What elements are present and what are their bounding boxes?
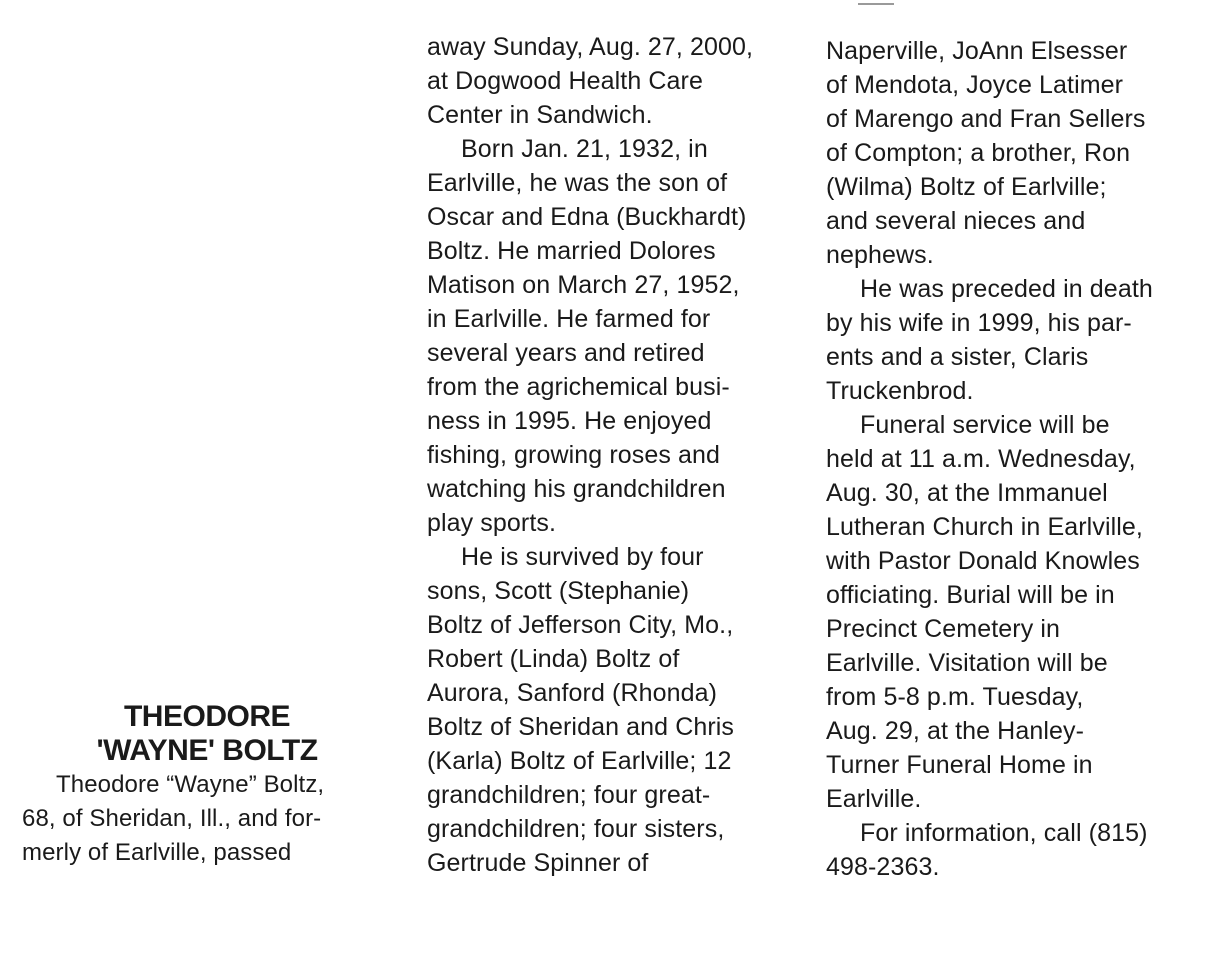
text-line: several years and retired: [427, 339, 705, 367]
text-line: Theodore “Wayne” Boltz,: [56, 771, 325, 798]
text-line: fishing, growing roses and: [427, 441, 721, 469]
text-line: Gertrude Spinner of: [427, 849, 649, 877]
obituary-headline: [22, 700, 392, 768]
text-line: held at 11 a.m. Wednesday,: [826, 445, 1136, 473]
text-line: Aurora, Sanford (Rhonda): [427, 679, 718, 707]
text-line: Boltz of Sheridan and Chris: [427, 713, 735, 741]
text-line: Born Jan. 21, 1932, in: [461, 135, 708, 163]
text-line: merly of Earlville, passed: [22, 839, 292, 866]
text-line: grandchildren; four great-: [427, 781, 711, 809]
column-1-body: [22, 768, 392, 870]
text-line: 68, of Sheridan, Ill., and for-: [22, 805, 322, 832]
text-line: Aug. 30, at the Immanuel: [826, 479, 1108, 507]
text-line: Truckenbrod.: [826, 377, 974, 405]
text-line: ents and a sister, Claris: [826, 343, 1089, 371]
text-line: by his wife in 1999, his par-: [826, 309, 1132, 337]
text-line: of Marengo and Fran Sellers: [826, 105, 1146, 133]
column-1: [22, 700, 392, 870]
text-line: Funeral service will be: [860, 411, 1110, 439]
text-line: (Wilma) Boltz of Earlville;: [826, 173, 1107, 201]
text-line: and several nieces and: [826, 207, 1086, 235]
text-line: Center in Sandwich.: [427, 101, 653, 129]
text-line: play sports.: [427, 509, 557, 537]
text-line: nephews.: [826, 241, 934, 269]
text-line: Matison on March 27, 1952,: [427, 271, 740, 299]
text-line: Precinct Cemetery in: [826, 615, 1061, 643]
text-line: with Pastor Donald Knowles: [826, 547, 1140, 575]
text-line: 498-2363.: [826, 853, 940, 881]
text-line: watching his grandchildren: [427, 475, 726, 503]
column-2-body: [427, 30, 807, 880]
text-line: (Karla) Boltz of Earlville; 12: [427, 747, 732, 775]
text-line: Boltz. He married Dolores: [427, 237, 716, 265]
text-line: Oscar and Edna (Buckhardt): [427, 203, 747, 231]
text-line: Earlville, he was the son of: [427, 169, 728, 197]
text-line: of Mendota, Joyce Latimer: [826, 71, 1124, 99]
text-line: ness in 1995. He enjoyed: [427, 407, 712, 435]
text-line: of Compton; a brother, Ron: [826, 139, 1131, 167]
text-line: Earlville. Visitation will be: [826, 649, 1108, 677]
text-line: away Sunday, Aug. 27, 2000,: [427, 33, 754, 61]
text-line: Robert (Linda) Boltz of: [427, 645, 680, 673]
text-line: grandchildren; four sisters,: [427, 815, 725, 843]
text-line: He was preceded in death: [860, 275, 1153, 303]
text-line: Lutheran Church in Earlville,: [826, 513, 1143, 541]
text-line: Boltz of Jefferson City, Mo.,: [427, 611, 734, 639]
column-3-body: [826, 34, 1206, 884]
text-line: from 5-8 p.m. Tuesday,: [826, 683, 1084, 711]
column-2: [427, 30, 807, 880]
text-line: Turner Funeral Home in: [826, 751, 1093, 779]
text-line: He is survived by four: [461, 543, 704, 571]
text-line: at Dogwood Health Care: [427, 67, 703, 95]
text-line: officiating. Burial will be in: [826, 581, 1115, 609]
headline-line-1: THEODORE: [123, 700, 290, 733]
scan-mark: [858, 3, 894, 5]
text-line: from the agrichemical busi-: [427, 373, 730, 401]
column-3: [826, 34, 1206, 884]
text-line: Earlville.: [826, 785, 922, 813]
text-line: Aug. 29, at the Hanley-: [826, 717, 1085, 745]
text-line: Naperville, JoAnn Elsesser: [826, 37, 1128, 65]
text-line: For information, call (815): [860, 819, 1148, 847]
headline-line-2: 'WAYNE' BOLTZ: [96, 734, 318, 767]
text-line: in Earlville. He farmed for: [427, 305, 711, 333]
text-line: sons, Scott (Stephanie): [427, 577, 690, 605]
